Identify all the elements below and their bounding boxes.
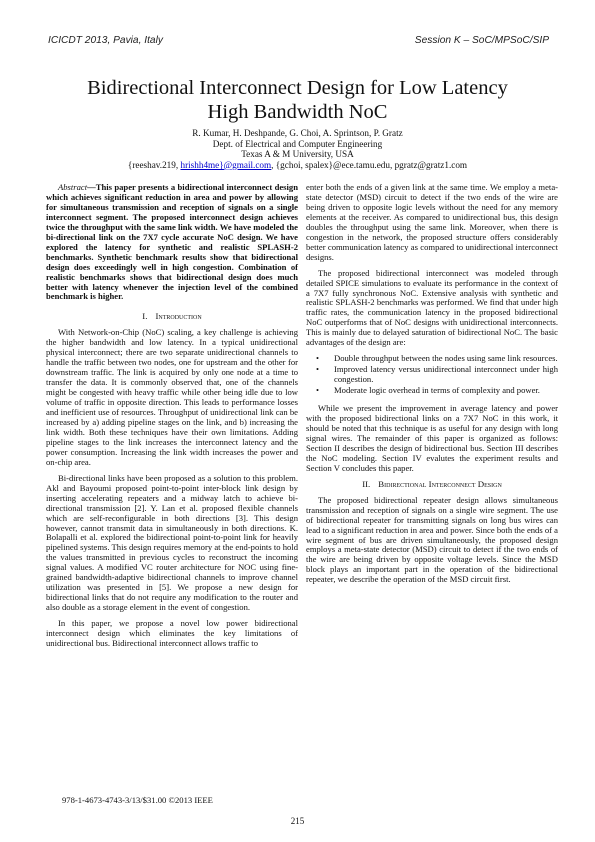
running-header-left: ICICDT 2013, Pavia, Italy: [48, 35, 163, 46]
paragraph: While we present the improvement in average latency and power with the proposed bidirectional links on a 7X7 NoC in this work, it should be noted that this technique is as useful for any design with long signal wires. The remainder of this paper is organized as follows: Section II describes the design of bidirectional bus. Section III describes the NoC modeling. Section IV evalutes the experiment results and Section V concludes this paper.: [306, 403, 558, 473]
list-item: [306, 365, 558, 385]
bullet-icon: •: [316, 364, 320, 375]
author-block: [60, 128, 535, 170]
section-number: II.: [362, 478, 371, 489]
list-item: [306, 354, 558, 364]
page-number: 215: [290, 816, 305, 826]
author-emails: [60, 160, 535, 171]
section-title: Introduction: [155, 311, 202, 322]
title-line-1: Bidirectional Interconnect Design for Low Latency: [87, 77, 508, 99]
title-line-2: High Bandwidth NoC: [207, 101, 388, 123]
right-column: [306, 183, 558, 591]
author-names: R. Kumar, H. Deshpande, G. Choi, A. Sprintson, P. Gratz: [192, 128, 403, 138]
list-item-text: Moderate logic overhead in terms of complexity and power.: [334, 385, 540, 396]
left-column: [46, 183, 298, 655]
paragraph: In this paper, we propose a novel low power bidirectional interconnect design which eliminates the key limitations of unidirectional bus. Bidirectional interconnect allows traffic to: [46, 618, 298, 648]
paragraph: The proposed bidirectional interconnect was modeled through detailed SPICE simulations to evaluate its performance in the context of a 7X7 fully synchronous NoC. Extensive analysis with synthetic and realistic SPLASH-2 benchmarks was performed. We find that under high traffic rates, the communication latency in the proposed bidirectional NoC outperforms that of NoC designs with unidirectional interconnects. This is mainly due to delayed saturation of bidirectional NoC. The basic advantages of the design are:: [306, 267, 558, 348]
bullet-icon: •: [316, 353, 320, 364]
author-dept: Dept. of Electrical and Computer Engineering: [212, 138, 383, 149]
paragraph: With Network-on-Chip (NoC) scaling, a key challenge is achieving the higher bandwidth and low latency. In a typical unidirectional physical interconnect; there are two separate unidirectional channels to handle the traffic between two nodes, one for upstream and the other for downstream traffic. The link is acquired by only one node at a time to transfer the data. It is commonly observed that, one of the channels might be congested with heavy traffic while other being idle due to low volume of traffic in opposite direction. This leads to performance losses and inefficient use of resources. Throughput of unidirectional link can be increased by a) adding pipeline stages on the link, and b) increasing the link width. Both these techniques have their own limitations. Adding pipeline stages to the link increases the interconnect latency and the power consumption. Increasing the link width increases the power and on-chip area.: [46, 327, 298, 467]
paper-title: [30, 76, 565, 124]
emails-suffix: , {gchoi, spalex}@ece.tamu.edu, pgratz@gratz1.com: [271, 159, 468, 170]
section-title: Bidirectional Interconnect Design: [378, 478, 502, 489]
list-item-text: Improved latency versus unidirectional interconnect under high congestion.: [334, 364, 558, 385]
list-item: [306, 386, 558, 396]
paragraph: The proposed bidirectional repeater design allows simultaneous transmission and reception of signals on a single wire segment. The use of bidirectional repeater for transmitting signals on long bus wires can lead to a significant reduction in area and power. Since both the ends of a wire segment of bus are driven simultaneously, the proposed design employs a meta-state detector (MSD) circuit to detect if the two ends of the wire are being driven by opposite voltage levels. Since the MSD block plays an important part in the operation of the bidirectional repeater, we describe the operation of the MSD circuit first.: [306, 494, 558, 585]
advantages-list: [306, 354, 558, 396]
abstract-label: Abstract: [58, 182, 88, 192]
section-heading-design: [306, 480, 558, 490]
email-link[interactable]: hrishh4me}@gmail.com: [180, 159, 272, 170]
bullet-icon: •: [316, 385, 320, 396]
section-heading-introduction: [46, 312, 298, 322]
running-header-right: Session K – SoC/MPSoC/SIP: [414, 35, 549, 46]
list-item-text: Double throughput between the nodes using same link resources.: [334, 353, 558, 364]
paragraph: enter both the ends of a given link at the same time. We employ a meta-state detector (MSD) circuit to detect if the two ends of the wire are being driven to opposite logic levels without the need for any memory elements at the receiver. As compared to unidirectional bus, this design doubles the throughput using the same link. Moreover, when there is congestion in the network, the proposed structure offers considerably better communication latency as compared to unidirectional interconnect designs.: [306, 182, 558, 262]
abstract: [46, 183, 298, 302]
copyright-notice: 978-1-4673-4743-3/13/$31.00 ©2013 IEEE: [62, 795, 213, 805]
emails-prefix: {reeshav.219,: [127, 159, 181, 170]
abstract-text: —This paper presents a bidirectional interconnect design which achieves significant reduction in area and power by allowing for simultaneous transmission and reception of signals on a single interconnect segment. The proposed interconnect design achieves twice the throughput with the same link width. We have modeled the bi-directional link on the 7X7 cycle accurate NoC design. We have explored the latency for synthetic and realistic SPLASH-2 benchmarks. Synthetic benchmark results show that bidirectional design does exceedingly well in high congestion. Combination of realistic benchmarks shows that bidirectional design does much better with latency whenever the injection level of the combined benchmark is higher.: [46, 182, 298, 302]
paragraph: Bi-directional links have been proposed as a solution to this problem. Akl and Bayoumi proposed point-to-point inter-block link design by inserting accelerating repeaters and a midway latch to achieve bi-directional transmission [2]. Y. Lan et al. proposed flexible channels which are self-reconfigurable in both directions [3]. This design however, cannot transmit data in simultaneously in both directions. K. Bolapalli et al. explored the bidirectional point-to-point link for heavily pipelined systems. This design requires memory at the end-points to hold the values transmitted in previous cycles to reconstruct the incoming signal values. A modified VC router architecture for NOC using fine-grained bandwidth-adaptive bidirectional channels to improve channel utilization was presented in [5]. We propose a new design for bidirectional links that do not require any modification to the router and also double as a storage element in the event of congestion.: [46, 472, 298, 613]
section-number: I.: [142, 311, 148, 322]
author-university: Texas A & M University, USA: [241, 149, 354, 160]
